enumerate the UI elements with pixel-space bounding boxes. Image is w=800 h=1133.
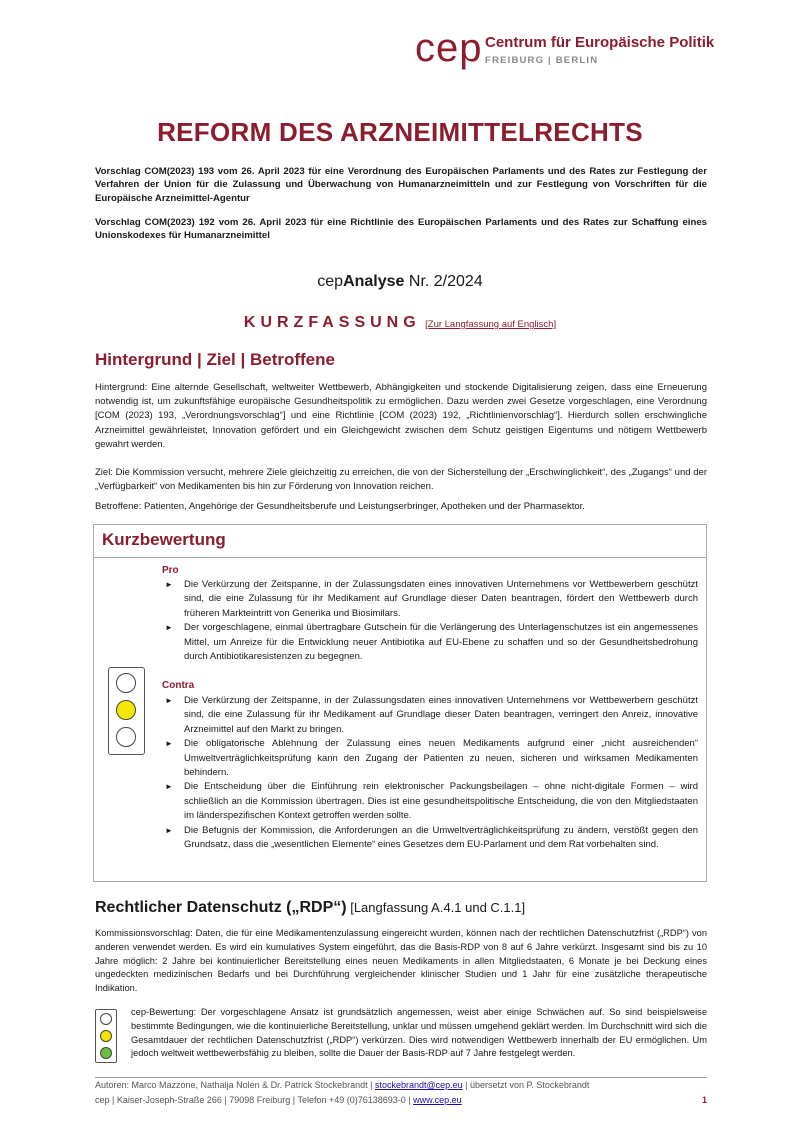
traffic-light-top-lamp bbox=[116, 673, 136, 693]
contra-list bbox=[162, 694, 698, 852]
list-item bbox=[162, 578, 698, 621]
proposal-directive: Vorschlag COM(2023) 192 vom 26. April 2023 für eine Richtlinie des Europäischen Parlaments und des Rates zur Schaffung eines Unionskodexes für Humanarzneimittel bbox=[95, 217, 707, 242]
list-item bbox=[162, 694, 698, 737]
footer-divider bbox=[95, 1077, 707, 1078]
traffic-light-small-icon bbox=[95, 1009, 117, 1063]
hintergrund-heading: Hintergrund | Ziel | Betroffene bbox=[95, 350, 335, 369]
bullet-arrow-icon: ► bbox=[165, 825, 173, 835]
footer-address: cep | Kaiser-Joseph-Straße 266 | 79098 Freiburg | Telefon +49 (0)76138693-0 | bbox=[95, 1095, 414, 1105]
bullet-arrow-icon: ► bbox=[165, 782, 173, 792]
footer-web-link[interactable]: www.cep.eu bbox=[413, 1095, 462, 1105]
langfassung-link[interactable]: [Zur Langfassung auf Englisch] bbox=[425, 319, 557, 330]
footer-address-line bbox=[95, 1095, 707, 1105]
contra-item-text: Die Befugnis der Kommission, die Anforderungen an die Umweltverträglichkeitsprüfung zu ändern, verstößt gegen den Grundsatz, dass die „wesentlichen Elemente“ eines Gesetzes dem EU-Parlament und dem Rat vorbehalten sind. bbox=[184, 824, 698, 851]
kurzbewertung-divider bbox=[94, 557, 706, 558]
contra-item-text: Die Verkürzung der Zeitspanne, in der Zulassungsdaten eines innovativen Unternehmens vor Wettbewerbern geschützt sind, die eine Zulassung für ihr Medikament auf Grundlage dieser Daten beantragen, verringert den Anreiz, innovative Arzneimittel auf den Markt zu bringen. bbox=[184, 695, 698, 735]
proposal-regulation: Vorschlag COM(2023) 193 vom 26. April 2023 für eine Verordnung des Europäischen Parlaments und des Rates zur Festlegung der Verfahren der Union für die Zulassung und Überwachung von Humanarzneimitteln und zur Festlegung von Vorschriften für die Europäische Arzneimittel-Agentur bbox=[95, 166, 707, 204]
cep-bewertung-paragraph: cep-Bewertung: Der vorgeschlagene Ansatz ist grundsätzlich angemessen, weist aber einige Schwächen auf. So sind beispielsweise bestimmte Bedingungen, wie die kontinuierliche Bereitstellung, unklar und müssen umgehend geklärt werden. Im Durchschnitt wird sich die Gesamtdauer der rechtlichen Datenschutzfrist („RDP“) verkürzen. Dies wird notwendigen Wettbewerb innerhalb der EU ermöglichen. Um jedoch weltweit wettbewerbsfähig zu bleiben, sollte die Dauer der Basis-RDP auf 7 Jahre festgelegt werden. bbox=[131, 1007, 707, 1059]
traffic-light-middle-lamp bbox=[100, 1030, 112, 1042]
bullet-arrow-icon: ► bbox=[165, 580, 173, 589]
pro-label: Pro bbox=[162, 565, 179, 576]
traffic-light-icon bbox=[108, 667, 145, 755]
rdp-heading-text: Rechtlicher Datenschutz („RDP“) bbox=[95, 899, 347, 916]
hintergrund-paragraph: Hintergrund: Eine alternde Gesellschaft, weltweiter Wettbewerb, Abhängigkeiten und stockende Digitalisierung zeigen, dass eine Erneuerung notwendig ist, um zukunftsfähige europäische Gesundheitspolitik zu ermöglichen. Dazu werden zwei Gesetze vorgeschlagen, eine Verordnung [COM (2023) 193, „Verordnungsvorschlag“] und eine Richtlinie [COM (2023) 192, „Richtlinienvorschlag“]. Hierdurch sollen erschwingliche Arzneimittel gewährleistet, Innovation gefördert und ein Gleichgewicht zwischen dem Schutz geistigen Eigentums und nötigem Wettbewerb gewahrt werden. bbox=[95, 382, 707, 450]
rdp-heading bbox=[95, 899, 525, 917]
logo-mark: cep bbox=[415, 26, 483, 70]
kurzbewertung-heading: Kurzbewertung bbox=[102, 530, 226, 549]
analyse-prefix: cep bbox=[317, 273, 344, 290]
contra-item-text: Die Entscheidung über die Einführung rein elektronischer Packungsbeilagen – ohne nicht-digitale Formen – wird schließlich an die Kommission übertragen. Dies ist eine gesundheitspolitische Entscheidung, die von den Mitgliedstaaten im länderspezifischen Kontext getroffen werden sollte. bbox=[184, 781, 698, 822]
contra-label: Contra bbox=[162, 680, 195, 691]
ziel-paragraph: Ziel: Die Kommission versucht, mehrere Ziele gleichzeitig zu erreichen, die von der Sicherstellung der „Erschwinglichkeit“, des „Zugangs“ und der „Verfügbarkeit“ von Medikamenten bis hin zur Förderung von Innovation reichen. bbox=[95, 467, 707, 493]
kommissionsvorschlag-paragraph: Kommissionsvorschlag: Daten, die für eine Medikamentenzulassung eingereicht wurden, können nach der rechtlichen Datenschutzfrist („RDP“) von anderen verwendet werden. Es wird ein kumulatives System eingeführt, das die Basis-RDP von 8 auf 6 Jahre verkürzt. Insgesamt sind bis zu 10 Jahre möglich: 2 Jahre bei kontinuierlicher Bereitstellung eines neuen Medikaments in allen Mitgliedstaaten, 6 Monate je bei Deckung eines ungedeckten medizinischen Bedarfs und bei Durchführung vergleichender klinischer Studien und 1 Jahr für eine zusätzliche therapeutische Indikation. bbox=[95, 928, 707, 994]
analyse-bold: Analyse bbox=[343, 273, 405, 290]
kurzbewertung-box bbox=[93, 524, 707, 882]
traffic-light-bottom-lamp bbox=[116, 727, 136, 747]
footer-email-link[interactable]: stockebrandt@cep.eu bbox=[374, 1080, 463, 1090]
footer-translated: | übersetzt von P. Stockebrandt bbox=[462, 1080, 590, 1090]
logo-subtitle: FREIBURG | BERLIN bbox=[485, 55, 599, 66]
bullet-arrow-icon: ► bbox=[165, 623, 173, 633]
kurzfassung-heading-row bbox=[0, 314, 800, 332]
pro-item-text: Die Verkürzung der Zeitspanne, in der Zulassungsdaten eines innovativen Unternehmens vor Wettbewerbern geschützt sind, die eine Zulassung für ihr Medikament auf Grundlage dieser Daten beantragen, fördert den Wettbewerb durch früheren Markteintritt von Generika und Biosimilars. bbox=[184, 579, 698, 619]
pro-item-text: Der vorgeschlagene, einmal übertragbare Gutschein für die Verlängerung des Unterlagenschutzes ist ein angemessenes Mittel, um Anreize für die Entwicklung neuer Antibiotika auf EU-Ebene zu schaffen und so der Gesundheitsbedrohung durch Antibiotikaresistenzen zu begegnen. bbox=[184, 622, 698, 663]
analyse-rest: Nr. 2/2024 bbox=[404, 273, 483, 290]
page-number: 1 bbox=[701, 1095, 707, 1105]
list-item bbox=[162, 737, 698, 780]
list-item bbox=[162, 621, 698, 664]
traffic-light-middle-lamp bbox=[116, 700, 136, 720]
pro-list bbox=[162, 578, 698, 664]
traffic-light-bottom-lamp bbox=[100, 1047, 112, 1059]
footer-authors: Autoren: Marco Mazzone, Nathalja Nolen & Dr. Patrick Stockebrandt | bbox=[95, 1080, 375, 1090]
cep-logo bbox=[415, 26, 715, 76]
contra-item-text: Die obligatorische Ablehnung der Zulassung eines neuen Medikaments aufgrund einer „nicht ausreichenden“ Umweltverträglichkeitsprüfung kann den Zugang der Patienten zu neuen, sicheren und wirksamen Medikamenten behindern. bbox=[184, 738, 698, 779]
betroffene-paragraph: Betroffene: Patienten, Angehörige der Gesundheitsberufe und Leistungserbringer, Apotheken und der Pharmasektor. bbox=[95, 501, 585, 512]
bullet-arrow-icon: ► bbox=[165, 696, 173, 705]
kurzfassung-heading: KURZFASSUNG bbox=[243, 314, 421, 331]
bullet-arrow-icon: ► bbox=[165, 739, 173, 749]
logo-title: Centrum für Europäische Politik bbox=[485, 34, 715, 51]
analyse-number bbox=[0, 273, 800, 291]
list-item bbox=[162, 780, 698, 823]
rdp-reference: [Langfassung A.4.1 und C.1.1] bbox=[346, 900, 526, 915]
document-title: REFORM DES ARZNEIMITTELRECHTS bbox=[157, 117, 643, 147]
list-item bbox=[162, 824, 698, 853]
footer-authors-line bbox=[95, 1080, 707, 1090]
traffic-light-top-lamp bbox=[100, 1013, 112, 1025]
